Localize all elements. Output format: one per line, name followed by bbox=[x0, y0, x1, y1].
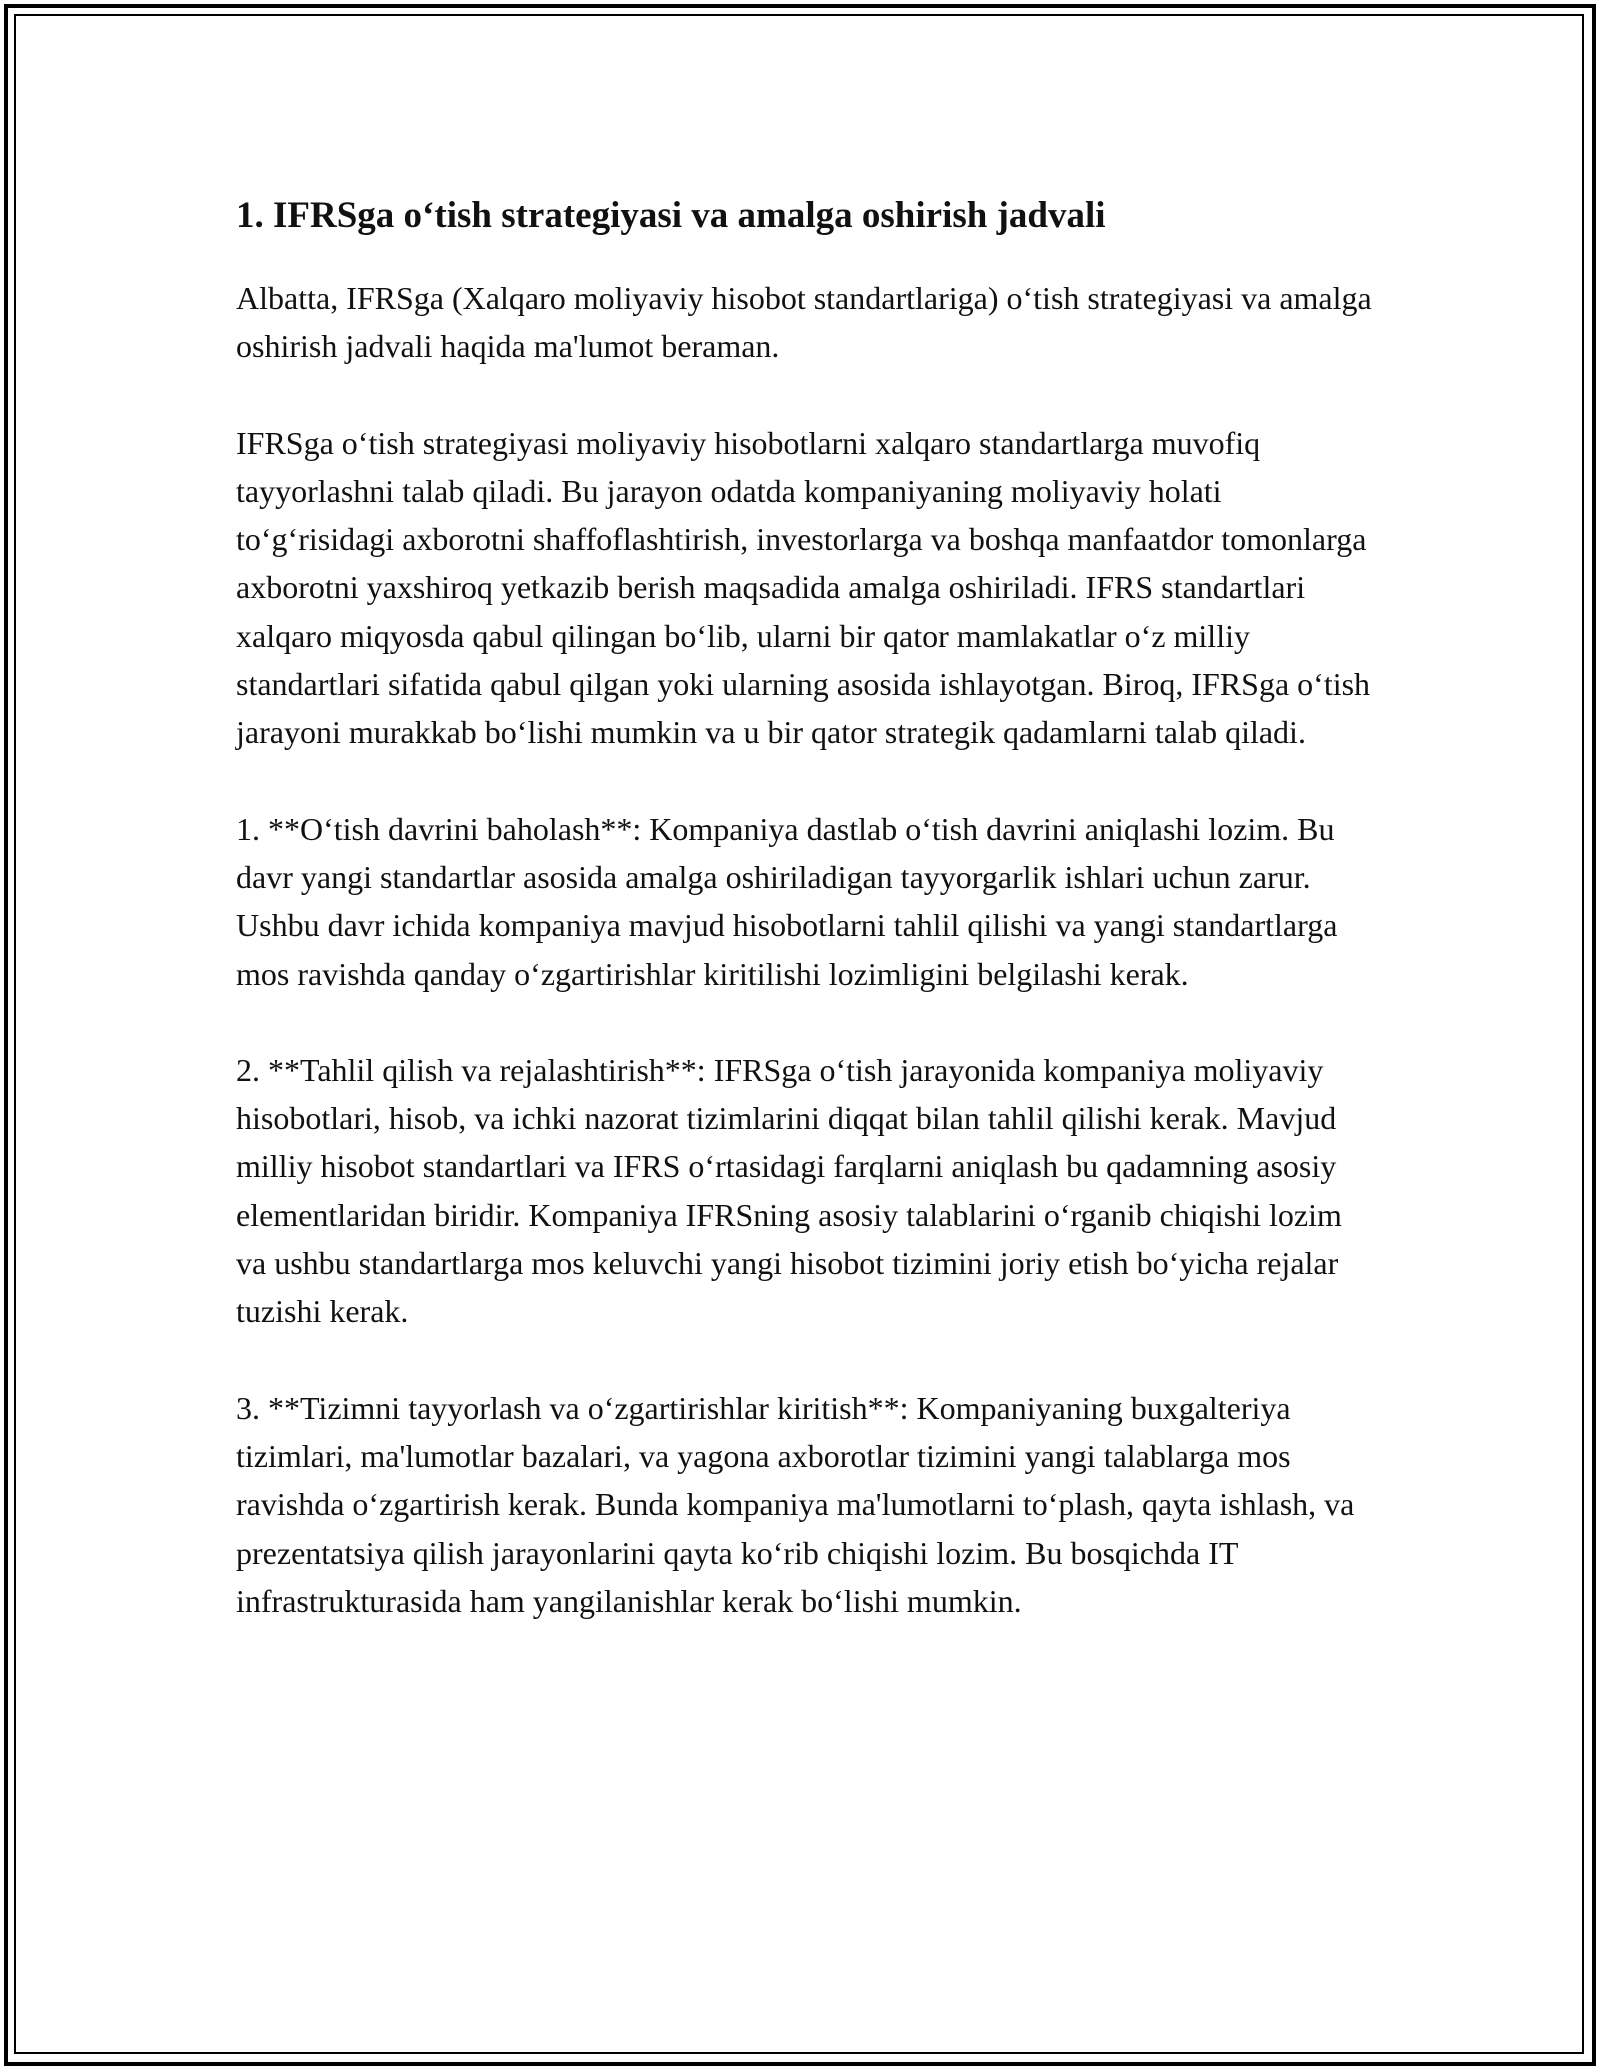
step-2-paragraph: 2. **Tahlil qilish va rejalashtirish**: IFRSga o‘tish jarayonida kompaniya moliyaviy hisobotlari, hisob, va ichki nazorat tizimlarini diqqat bilan tahlil qilishi kerak. Mavjud milliy hisobot standartlari va IFRS o‘rtasidagi farqlarni aniqlash bu qadamning asosiy elementlaridan biridir. Kompaniya IFRSning asosiy talablarini o‘rganib chiqishi lozim va ushbu standartlarga mos keluvchi yangi hisobot tizimini joriy etish bo‘yicha rejalar tuzishi kerak. bbox=[236, 1051, 1342, 1330]
page-title: 1. IFRSga o‘tish strategiyasi va amalga oshirish jadvali bbox=[236, 195, 1106, 236]
document-body bbox=[236, 188, 1376, 1673]
intro-paragraph: Albatta, IFRSga (Xalqaro moliyaviy hisobot standartlariga) o‘tish strategiyasi va amalga oshirish jadvali haqida ma'lumot beraman. bbox=[236, 280, 1372, 365]
step-1-paragraph: 1. **O‘tish davrini baholash**: Kompaniya dastlab o‘tish davrini aniqlashi lozim. Bu davr yangi standartlar asosida amalga oshiriladigan tayyorgarlik ishlari uchun zarur. Ushbu davr ichida kompaniya mavjud hisobotlarni tahlil qilishi va yangi standartlarga mos ravishda qanday o‘zgartirishlar kiritilishi lozimligini belgilashi kerak. bbox=[236, 810, 1338, 992]
step-3-paragraph: 3. **Tizimni tayyorlash va o‘zgartirishlar kiritish**: Kompaniyaning buxgalteriya tizimlari, ma'lumotlar bazalari, va yagona axborotlar tizimini yangi talablarga mos ravishda o‘zgartirish kerak. Bunda kompaniya ma'lumotlarni to‘plash, qayta ishlash, va prezentatsiya qilish jarayonlarini qayta ko‘rib chiqishi lozim. Bu bosqichda IT infrastrukturasida ham yangilanishlar kerak bo‘lishi mumkin. bbox=[236, 1389, 1355, 1619]
strategy-paragraph: IFRSga o‘tish strategiyasi moliyaviy hisobotlarni xalqaro standartlarga muvofiq tayyorlashni talab qiladi. Bu jarayon odatda kompaniyaning moliyaviy holati to‘g‘risidagi axborotni shaffoflashtirish, investorlarga va boshqa manfaatdor tomonlarga axborotni yaxshiroq yetkazib berish maqsadida amalga oshiriladi. IFRS standartlari xalqaro miqyosda qabul qilingan bo‘lib, ularni bir qator mamlakatlar o‘z milliy standartlari sifatida qabul qilgan yoki ularning asosida ishlayotgan. Biroq, IFRSga o‘tish jarayoni murakkab bo‘lishi mumkin va u bir qator strategik qadamlarni talab qiladi. bbox=[236, 424, 1371, 751]
